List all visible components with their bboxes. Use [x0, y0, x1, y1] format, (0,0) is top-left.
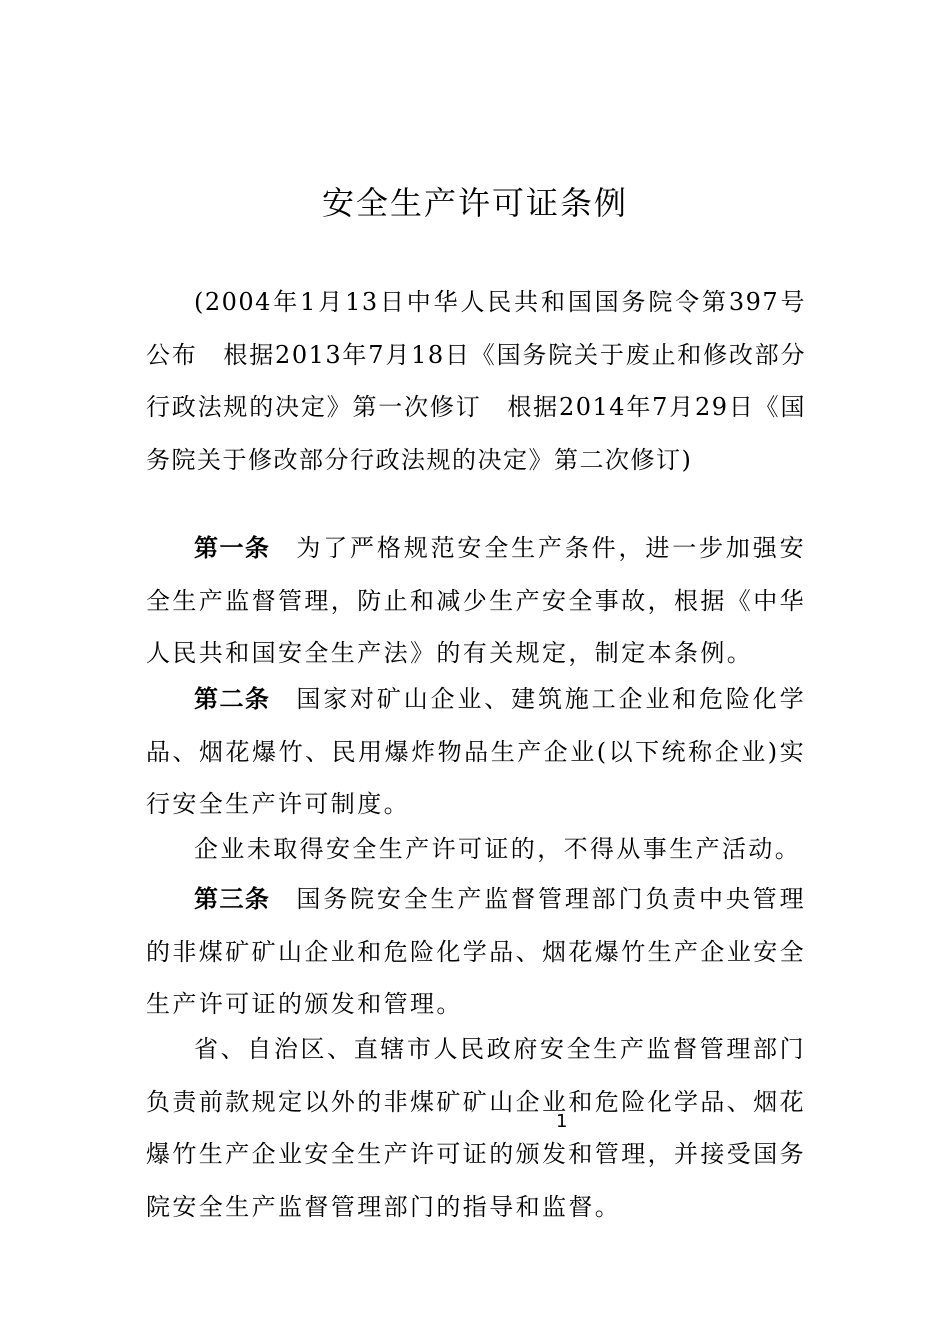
article-3 — [146, 873, 806, 1031]
document-title: 安全生产许可证条例 — [321, 184, 628, 222]
article-2 — [146, 673, 806, 831]
article-2-heading: 第二条 — [194, 685, 271, 713]
article-1-text: 为了严格规范安全生产条件，进一步加强安全生产监督管理，防止和减少生产安全事故，根据《中华人民共和国安全生产法》的有关规定，制定本条例。 — [146, 534, 806, 667]
article-3-text: 国务院安全生产监督管理部门负责中央管理的非煤矿矿山企业和危险化学品、烟花爆竹生产企业安全生产许可证的颁发和管理。 — [146, 885, 806, 1018]
article-2-paragraph-2: 企业未取得安全生产许可证的，不得从事生产活动。 — [194, 835, 802, 863]
article-1-heading: 第一条 — [194, 534, 271, 562]
article-3-heading: 第三条 — [194, 885, 271, 913]
page-number: 1 — [556, 1111, 568, 1132]
article-3-paragraph-2: 省、自治区、直辖市人民政府安全生产监督管理部门负责前款规定以外的非煤矿矿山企业和危险化学品、烟花爆竹生产企业安全生产许可证的颁发和管理，并接受国务院安全生产监督管理部门的指导和监督。 — [146, 1035, 806, 1221]
promulgation-note: (2004年1月13日中华人民共和国国务院令第397号公布 根据2013年7月18日《国务院关于废止和修改部分行政法规的决定》第一次修订 根据2014年7月29日《国务院关于修改部分行政法规的决定》第二次修订) — [146, 288, 806, 474]
article-2-text: 国家对矿山企业、建筑施工企业和危险化学品、烟花爆竹、民用爆炸物品生产企业(以下统称企业)实行安全生产许可制度。 — [146, 685, 806, 818]
article-1 — [146, 522, 806, 680]
